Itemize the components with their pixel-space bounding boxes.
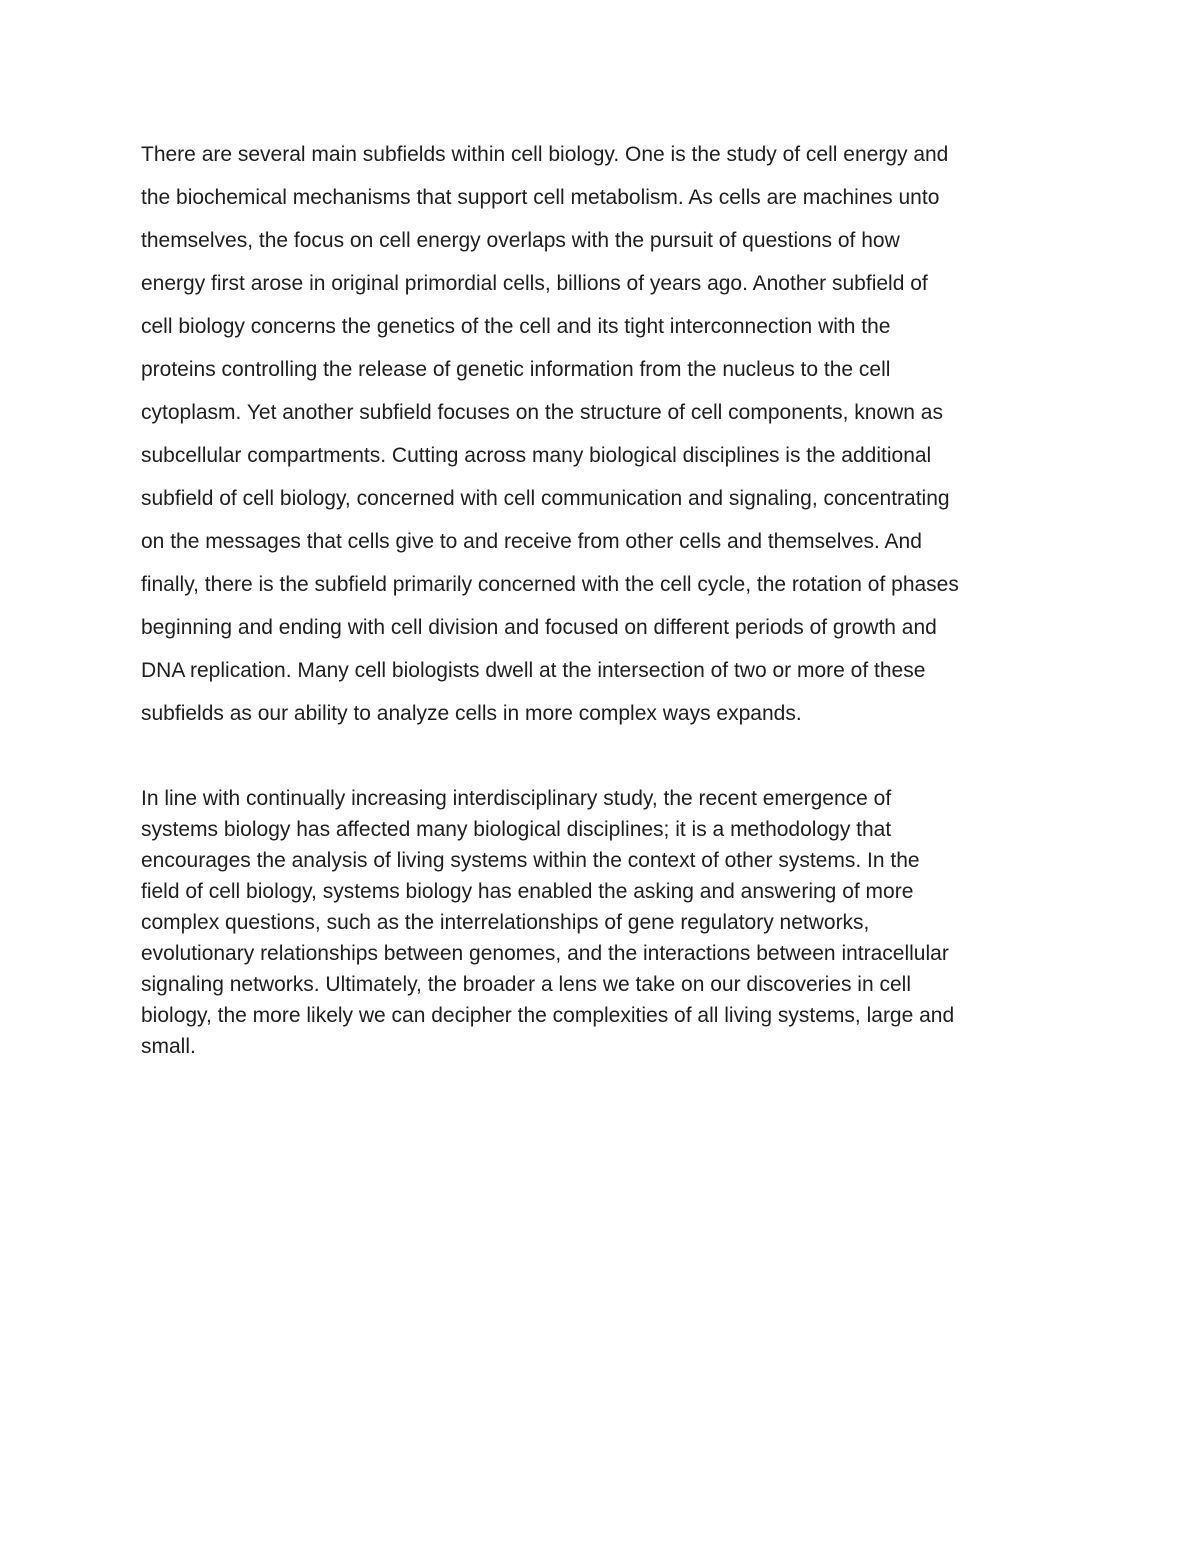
paragraph-line: the biochemical mechanisms that support cell metabolism. As cells are machines unto	[141, 186, 940, 209]
paragraph-line: themselves, the focus on cell energy overlaps with the pursuit of questions of how	[141, 229, 900, 252]
paragraph-line: proteins controlling the release of genetic information from the nucleus to the cell	[141, 358, 891, 381]
paragraph-line: cell biology concerns the genetics of the cell and its tight interconnection with the	[141, 315, 891, 338]
paragraph-line: subfields as our ability to analyze cells in more complex ways expands.	[141, 702, 802, 725]
paragraph-line: evolutionary relationships between genomes, and the interactions between intracellular	[141, 942, 949, 965]
paragraph-line: on the messages that cells give to and receive from other cells and themselves. And	[141, 530, 922, 553]
paragraph-line: There are several main subfields within cell biology. One is the study of cell energy and	[141, 143, 949, 166]
paragraph-line: beginning and ending with cell division and focused on different periods of growth and	[141, 616, 937, 639]
paragraph-line: subcellular compartments. Cutting across many biological disciplines is the additional	[141, 444, 932, 467]
paragraph-line: cytoplasm. Yet another subfield focuses on the structure of cell components, known as	[141, 401, 943, 424]
paragraph-line: biology, the more likely we can decipher the complexities of all living systems, large and	[141, 1004, 955, 1027]
paragraph-line: DNA replication. Many cell biologists dwell at the intersection of two or more of these	[141, 659, 926, 682]
paragraph-line: subfield of cell biology, concerned with cell communication and signaling, concentrating	[141, 487, 950, 510]
paragraph-line: field of cell biology, systems biology has enabled the asking and answering of more	[141, 880, 914, 903]
paragraph-line: finally, there is the subfield primarily concerned with the cell cycle, the rotation of phases	[141, 573, 959, 596]
paragraph-line: complex questions, such as the interrelationships of gene regulatory networks,	[141, 911, 870, 934]
paragraph-line: systems biology has affected many biological disciplines; it is a methodology that	[141, 818, 892, 841]
paragraph-line: In line with continually increasing interdisciplinary study, the recent emergence of	[141, 787, 892, 810]
paragraph-line: signaling networks. Ultimately, the broader a lens we take on our discoveries in cell	[141, 973, 911, 996]
paragraph-line: energy first arose in original primordial cells, billions of years ago. Another subfield of	[141, 272, 928, 295]
paragraph-line: small.	[141, 1035, 196, 1058]
paragraph-line: encourages the analysis of living systems within the context of other systems. In the	[141, 849, 920, 872]
